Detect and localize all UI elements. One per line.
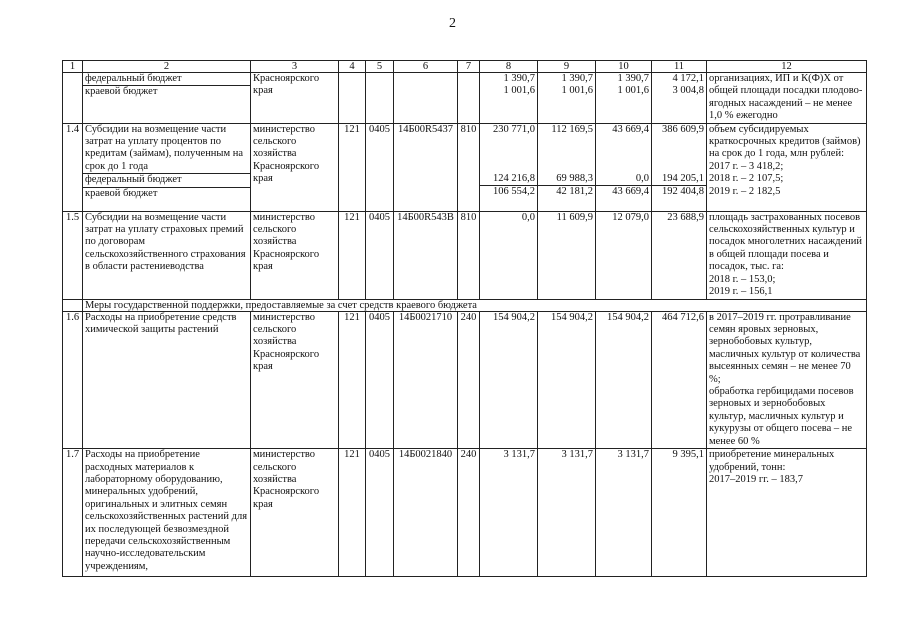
col-header: 5 <box>366 61 394 73</box>
value-2017: 3 131,7 <box>480 449 538 577</box>
value-2018: 112 169,5 69 988,3 42 181,2 <box>538 123 596 211</box>
value-total: 9 395,1 <box>652 449 707 577</box>
executor: Красноярского края <box>251 73 339 124</box>
csr-code: 14Б00R5437 <box>394 123 458 211</box>
expected-result: организациях, ИП и К(Ф)Х от общей площади посадки плодово-ягодных насаждений – не менее 1,0 % ежегодно <box>707 73 867 124</box>
value-2019: 12 079,0 <box>596 211 652 299</box>
vr-code: 240 <box>458 311 480 448</box>
value-2017: 0,0 <box>480 211 538 299</box>
csr-code: 14Б00R543B <box>394 211 458 299</box>
col-header: 4 <box>339 61 366 73</box>
executor: министерство сельского хозяйства Красноярского края <box>251 311 339 448</box>
measure-name <box>83 123 251 211</box>
measure-name: Расходы на приобретение расходных материалов к лабораторному оборудованию, минеральных удобрений, оригинальных и элитных семян сельскохозяйственных растений для их последующей безвозмездной передачи сельскохозяйственным научно-исследовательским учреждениям, <box>83 449 251 577</box>
measure-name <box>83 73 251 124</box>
value-2019: 154 904,2 <box>596 311 652 448</box>
rzpr-code: 0405 <box>366 211 394 299</box>
table-row <box>63 211 867 299</box>
executor: министерство сельского хозяйства Красноярского края <box>251 123 339 211</box>
value-total: 4 172,1 3 004,8 <box>652 73 707 124</box>
value-2019: 3 131,7 <box>596 449 652 577</box>
vr-code: 240 <box>458 449 480 577</box>
row-number <box>63 73 83 124</box>
col-header: 3 <box>251 61 339 73</box>
csr-code: 14Б0021710 <box>394 311 458 448</box>
rzpr-code: 0405 <box>366 449 394 577</box>
col-header: 8 <box>480 61 538 73</box>
col-header: 6 <box>394 61 458 73</box>
table-row <box>63 311 867 448</box>
row-number: 1.4 <box>63 123 83 211</box>
measure-name: Субсидии на возмещение части затрат на уплату страховых премий по договорам сельскохозяйственного страхования в области растениеводства <box>83 211 251 299</box>
budget-label: федеральный бюджет <box>83 173 250 186</box>
expected-result: объем субсидируемых краткосрочных кредитов (займов) на срок до 1 года, млн рублей: 2017 г. – 3 418,2; 2018 г. – 2 107,5; 2019 г. – 2 182,5 <box>707 123 867 211</box>
measure-title: Субсидии на возмещение части затрат на уплату процентов по кредитам (займам), полученным на срок до 1 года <box>85 123 244 172</box>
csr-code: 14Б0021840 <box>394 449 458 577</box>
table-row <box>63 73 867 124</box>
executor: министерство сельского хозяйства Красноярского края <box>251 211 339 299</box>
expected-result: площадь застрахованных посевов сельскохозяйственных культур и посадок многолетних насаждений в общей площади посева и посадок, тыс. га: 2018 г. – 153,0; 2019 г. – 156,1 <box>707 211 867 299</box>
value-2018: 11 609,9 <box>538 211 596 299</box>
grbs-code: 121 <box>339 123 366 211</box>
value-2017: 154 904,2 <box>480 311 538 448</box>
value-2018: 3 131,7 <box>538 449 596 577</box>
rzpr-code: 0405 <box>366 311 394 448</box>
value-2017: 1 390,7 1 001,6 <box>480 73 538 124</box>
page-number: 2 <box>449 16 456 31</box>
column-number-row <box>63 61 867 73</box>
expected-result: приобретение минеральных удобрений, тонн: 2017–2019 гг. – 183,7 <box>707 449 867 577</box>
row-number: 1.7 <box>63 449 83 577</box>
executor: министерство сельского хозяйства Красноярского края <box>251 449 339 577</box>
section-title: Меры государственной поддержки, предоставляемые за счет средств краевого бюджета <box>83 299 867 311</box>
vr-code: 810 <box>458 123 480 211</box>
grbs-code: 121 <box>339 449 366 577</box>
col-header: 1 <box>63 61 83 73</box>
col-header: 10 <box>596 61 652 73</box>
col-header: 12 <box>707 61 867 73</box>
grbs-code: 121 <box>339 211 366 299</box>
measure-name: Расходы на приобретение средств химической защиты растений <box>83 311 251 448</box>
value-2017: 230 771,0 124 216,8 106 554,2 <box>480 123 538 211</box>
value-total: 386 609,9 194 205,1 192 404,8 <box>652 123 707 211</box>
expected-result: в 2017–2019 гг. протравливание семян яровых зерновых, зернобобовых культур, масличных культур от количества высеянных семян – не менее 70 %; обработка гербицидами посевов зерновых и зернобобовых культур, масличных культур и кукурузы от общего посева – не менее 60 % <box>707 311 867 448</box>
col-header: 2 <box>83 61 251 73</box>
section-row <box>63 299 867 311</box>
value-total: 23 688,9 <box>652 211 707 299</box>
table-row <box>63 449 867 577</box>
value-2018: 1 390,7 1 001,6 <box>538 73 596 124</box>
grbs-code: 121 <box>339 311 366 448</box>
row-number: 1.5 <box>63 211 83 299</box>
col-header: 7 <box>458 61 480 73</box>
budget-label: краевой бюджет <box>83 187 250 200</box>
col-header: 9 <box>538 61 596 73</box>
program-measures-table <box>62 60 867 577</box>
vr-code: 810 <box>458 211 480 299</box>
budget-label: краевой бюджет <box>83 85 250 98</box>
value-2019: 43 669,4 0,0 43 669,4 <box>596 123 652 211</box>
col-header: 11 <box>652 61 707 73</box>
budget-label: федеральный бюджет <box>85 73 182 84</box>
rzpr-code: 0405 <box>366 123 394 211</box>
table-row <box>63 123 867 211</box>
value-total: 464 712,6 <box>652 311 707 448</box>
row-number: 1.6 <box>63 311 83 448</box>
value-2018: 154 904,2 <box>538 311 596 448</box>
value-2019: 1 390,7 1 001,6 <box>596 73 652 124</box>
